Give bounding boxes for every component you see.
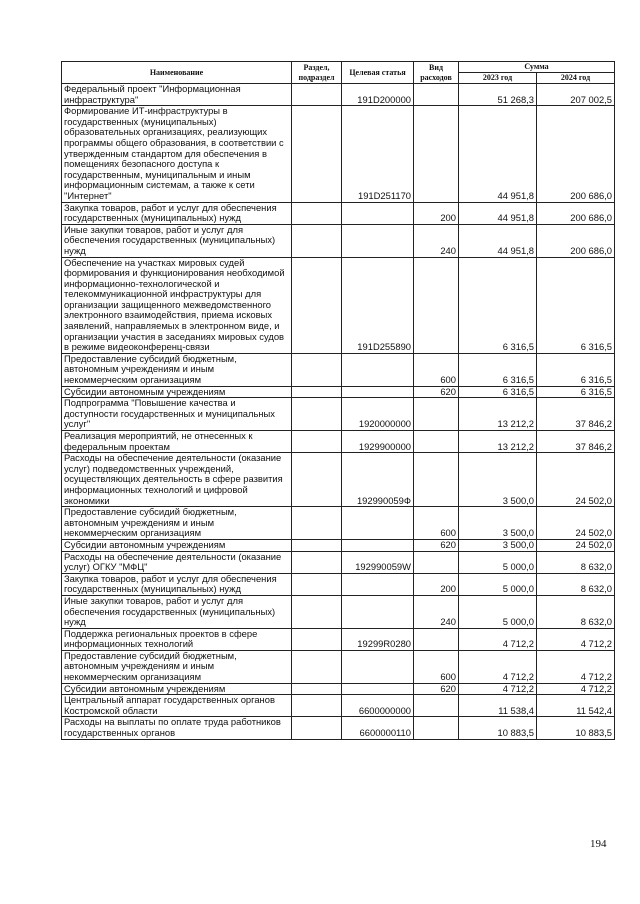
row-section: [292, 507, 342, 540]
row-name: Федеральный проект "Информационная инфраструктура": [62, 84, 292, 106]
row-type: 600: [414, 650, 459, 683]
row-name: Иные закупки товаров, работ и услуг для обеспечения государственных (муниципальных) нужд: [62, 595, 292, 628]
row-section: [292, 650, 342, 683]
row-section: [292, 695, 342, 717]
row-name: Предоставление субсидий бюджетным, автономным учреждениям и иным некоммерческим организациям: [62, 507, 292, 540]
row-article: [342, 683, 414, 695]
row-section: [292, 717, 342, 739]
row-sum-2023: 6 316,5: [459, 386, 537, 398]
row-type: 200: [414, 573, 459, 595]
row-section: [292, 595, 342, 628]
row-section: [292, 84, 342, 106]
row-article: 1929900000: [342, 431, 414, 453]
row-type: 620: [414, 386, 459, 398]
row-article: [342, 650, 414, 683]
row-sum-2024: 10 883,5: [537, 717, 615, 739]
table-header: [62, 62, 615, 84]
row-sum-2024: 24 502,0: [537, 539, 615, 551]
row-sum-2023: 44 951,8: [459, 202, 537, 224]
row-sum-2024: 24 502,0: [537, 453, 615, 507]
page-number: 194: [590, 838, 607, 850]
table-row: [62, 353, 615, 386]
header-year-2023: 2023 год: [459, 73, 537, 84]
row-sum-2023: 44 951,8: [459, 224, 537, 257]
row-article: 6600000000: [342, 695, 414, 717]
row-name: Реализация мероприятий, не отнесенных к федеральным проектам: [62, 431, 292, 453]
row-type: [414, 453, 459, 507]
table-row: [62, 573, 615, 595]
row-name: Закупка товаров, работ и услуг для обеспечения государственных (муниципальных) нужд: [62, 573, 292, 595]
row-type: 600: [414, 353, 459, 386]
row-article: [342, 353, 414, 386]
row-section: [292, 398, 342, 431]
row-type: 240: [414, 224, 459, 257]
row-name: Расходы на обеспечение деятельности (оказание услуг) подведомственных учреждений, осуществляющих деятельность в сфере развития информационных технологий и цифровой экономики: [62, 453, 292, 507]
table-row: [62, 650, 615, 683]
row-name: Предоставление субсидий бюджетным, автономным учреждениям и иным некоммерческим организациям: [62, 650, 292, 683]
table-row: [62, 507, 615, 540]
row-sum-2023: 3 500,0: [459, 539, 537, 551]
row-name: Центральный аппарат государственных органов Костромской области: [62, 695, 292, 717]
row-sum-2023: 10 883,5: [459, 717, 537, 739]
row-section: [292, 353, 342, 386]
row-sum-2024: 11 542,4: [537, 695, 615, 717]
row-section: [292, 386, 342, 398]
header-section: Раздел, подраздел: [292, 62, 342, 84]
row-name: Субсидии автономным учреждениям: [62, 386, 292, 398]
table-row: [62, 257, 615, 353]
table-row: [62, 683, 615, 695]
row-name: Поддержка региональных проектов в сфере информационных технологий: [62, 628, 292, 650]
row-sum-2023: 5 000,0: [459, 595, 537, 628]
row-section: [292, 202, 342, 224]
row-section: [292, 573, 342, 595]
row-sum-2023: 13 212,2: [459, 398, 537, 431]
row-article: [342, 202, 414, 224]
row-section: [292, 453, 342, 507]
row-sum-2023: 5 000,0: [459, 551, 537, 573]
table-row: [62, 695, 615, 717]
row-type: 600: [414, 507, 459, 540]
row-section: [292, 257, 342, 353]
row-type: [414, 257, 459, 353]
row-name: Расходы на обеспечение деятельности (оказание услуг) ОГКУ "МФЦ": [62, 551, 292, 573]
row-name: Обеспечение на участках мировых судей формирования и функционирования необходимой информационно-технологической и телекоммуникационной инфраструктуры для организации защищенного межведомственного электронного взаимодействия, приема исковых заявлений, направляемых в электронном виде, и организации участия в заседаниях мировых судов в режиме видеоконференц-связи: [62, 257, 292, 353]
row-name: Предоставление субсидий бюджетным, автономным учреждениям и иным некоммерческим организациям: [62, 353, 292, 386]
row-section: [292, 539, 342, 551]
row-sum-2024: 4 712,2: [537, 683, 615, 695]
row-name: Субсидии автономным учреждениям: [62, 683, 292, 695]
row-sum-2024: 8 632,0: [537, 551, 615, 573]
table-row: [62, 595, 615, 628]
row-section: [292, 628, 342, 650]
table-row: [62, 202, 615, 224]
row-sum-2023: 3 500,0: [459, 507, 537, 540]
row-type: 200: [414, 202, 459, 224]
row-sum-2024: 207 002,5: [537, 84, 615, 106]
row-article: [342, 595, 414, 628]
budget-table: [61, 61, 615, 740]
row-type: [414, 106, 459, 202]
row-sum-2023: 4 712,2: [459, 683, 537, 695]
table-row: [62, 84, 615, 106]
row-type: [414, 398, 459, 431]
row-type: 620: [414, 683, 459, 695]
row-sum-2023: 44 951,8: [459, 106, 537, 202]
row-sum-2024: 200 686,0: [537, 106, 615, 202]
row-sum-2024: 4 712,2: [537, 628, 615, 650]
row-sum-2024: 200 686,0: [537, 224, 615, 257]
row-sum-2023: 6 316,5: [459, 353, 537, 386]
row-sum-2024: 8 632,0: [537, 595, 615, 628]
table-row: [62, 431, 615, 453]
row-sum-2023: 5 000,0: [459, 573, 537, 595]
row-section: [292, 683, 342, 695]
row-article: [342, 539, 414, 551]
row-type: 620: [414, 539, 459, 551]
row-sum-2023: 11 538,4: [459, 695, 537, 717]
row-article: 192990059W: [342, 551, 414, 573]
table-row: [62, 551, 615, 573]
table-row: [62, 106, 615, 202]
row-type: [414, 695, 459, 717]
header-article: Целевая статья: [342, 62, 414, 84]
table-row: [62, 628, 615, 650]
row-type: [414, 84, 459, 106]
row-name: Формирование ИТ-инфраструктуры в государственных (муниципальных) образовательных организациях, реализующих программы общего образования, в соответствии с утвержденным стандартом для обеспечения в помещениях безопасного доступа к государственным, муниципальным и иным информационным системам, а также к сети "Интернет": [62, 106, 292, 202]
row-sum-2024: 6 316,5: [537, 386, 615, 398]
row-article: 1920000000: [342, 398, 414, 431]
row-article: 6600000110: [342, 717, 414, 739]
header-year-2024: 2024 год: [537, 73, 615, 84]
header-sum: Сумма: [459, 62, 615, 73]
row-section: [292, 431, 342, 453]
row-article: 191D200000: [342, 84, 414, 106]
row-section: [292, 224, 342, 257]
table-row: [62, 539, 615, 551]
row-sum-2023: 6 316,5: [459, 257, 537, 353]
row-article: [342, 224, 414, 257]
row-article: [342, 573, 414, 595]
row-article: 19299R0280: [342, 628, 414, 650]
row-type: 240: [414, 595, 459, 628]
table-row: [62, 398, 615, 431]
row-sum-2024: 8 632,0: [537, 573, 615, 595]
table-row: [62, 717, 615, 739]
row-sum-2024: 200 686,0: [537, 202, 615, 224]
row-sum-2024: 37 846,2: [537, 431, 615, 453]
row-sum-2024: 24 502,0: [537, 507, 615, 540]
row-sum-2024: 4 712,2: [537, 650, 615, 683]
row-article: 192990059Ф: [342, 453, 414, 507]
row-sum-2024: 37 846,2: [537, 398, 615, 431]
row-article: 191D251170: [342, 106, 414, 202]
table-body: [62, 84, 615, 740]
row-article: 191D255890: [342, 257, 414, 353]
row-sum-2023: 13 212,2: [459, 431, 537, 453]
row-name: Подпрограмма "Повышение качества и доступности государственных и муниципальных услуг": [62, 398, 292, 431]
row-type: [414, 551, 459, 573]
row-name: Субсидии автономным учреждениям: [62, 539, 292, 551]
row-sum-2023: 4 712,2: [459, 650, 537, 683]
row-name: Иные закупки товаров, работ и услуг для обеспечения государственных (муниципальных) нужд: [62, 224, 292, 257]
row-name: Расходы на выплаты по оплате труда работников государственных органов: [62, 717, 292, 739]
row-sum-2023: 51 268,3: [459, 84, 537, 106]
row-section: [292, 106, 342, 202]
header-name: Наименование: [62, 62, 292, 84]
row-article: [342, 507, 414, 540]
row-section: [292, 551, 342, 573]
row-type: [414, 717, 459, 739]
row-name: Закупка товаров, работ и услуг для обеспечения государственных (муниципальных) нужд: [62, 202, 292, 224]
header-type: Вид расходов: [414, 62, 459, 84]
row-sum-2023: 3 500,0: [459, 453, 537, 507]
row-sum-2024: 6 316,5: [537, 353, 615, 386]
row-sum-2023: 4 712,2: [459, 628, 537, 650]
table-row: [62, 386, 615, 398]
table-row: [62, 453, 615, 507]
row-type: [414, 628, 459, 650]
row-sum-2024: 6 316,5: [537, 257, 615, 353]
table-row: [62, 224, 615, 257]
row-article: [342, 386, 414, 398]
row-type: [414, 431, 459, 453]
